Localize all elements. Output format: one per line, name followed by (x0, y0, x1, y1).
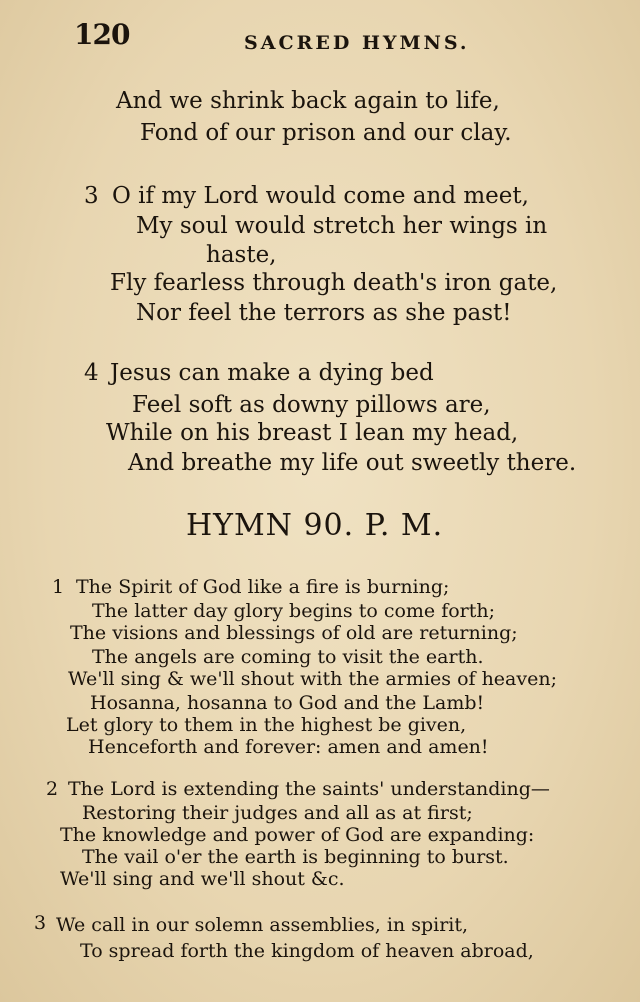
stanza-number: 4 (84, 360, 99, 386)
verse-line: The Spirit of God like a fire is burning; (76, 576, 450, 598)
verse-line: While on his breast I lean my head, (106, 420, 519, 446)
verse-line: Jesus can make a dying bed (110, 360, 434, 386)
verse-line: The knowledge and power of God are expanding: (60, 824, 535, 846)
verse-line: Henceforth and forever: amen and amen! (88, 736, 489, 758)
stanza-number: 3 (84, 183, 99, 209)
verse-line: We call in our solemn assemblies, in spirit, (56, 914, 469, 936)
verse-line: And we shrink back again to life, (116, 88, 500, 114)
verse-line: haste, (206, 242, 277, 268)
verse-number: 1 (52, 576, 65, 598)
verse-line: Nor feel the terrors as she past! (136, 300, 512, 326)
verse-number: 2 (46, 778, 59, 800)
verse-line: Feel soft as downy pillows are, (132, 392, 491, 418)
verse-line: The visions and blessings of old are returning; (70, 622, 518, 644)
verse-line: We'll sing & we'll shout with the armies of heaven; (68, 668, 557, 690)
hymn-title: HYMN 90. P. M. (186, 508, 444, 543)
verse-line: Fly fearless through death's iron gate, (110, 270, 558, 296)
verse-line: Hosanna, hosanna to God and the Lamb! (90, 692, 485, 714)
verse-line: The Lord is extending the saints' understanding— (68, 778, 550, 800)
verse-line: Let glory to them in the highest be given, (66, 714, 467, 736)
verse-line: And breathe my life out sweetly there. (128, 450, 577, 476)
page-header (0, 18, 640, 58)
verse-line: O if my Lord would come and meet, (112, 183, 529, 209)
verse-number: 3 (34, 912, 47, 934)
running-head: SACRED HYMNS. (244, 32, 470, 54)
verse-line: The latter day glory begins to come forth; (92, 600, 496, 622)
verse-line: Fond of our prison and our clay. (140, 120, 512, 146)
page-number: 120 (74, 18, 130, 51)
verse-line: Restoring their judges and all as at first; (82, 802, 473, 824)
verse-line: The vail o'er the earth is beginning to burst. (82, 846, 509, 868)
verse-line: We'll sing and we'll shout &c. (60, 868, 345, 890)
verse-line: My soul would stretch her wings in (136, 213, 548, 239)
verse-line: The angels are coming to visit the earth. (92, 646, 484, 668)
verse-line: To spread forth the kingdom of heaven abroad, (80, 940, 534, 962)
